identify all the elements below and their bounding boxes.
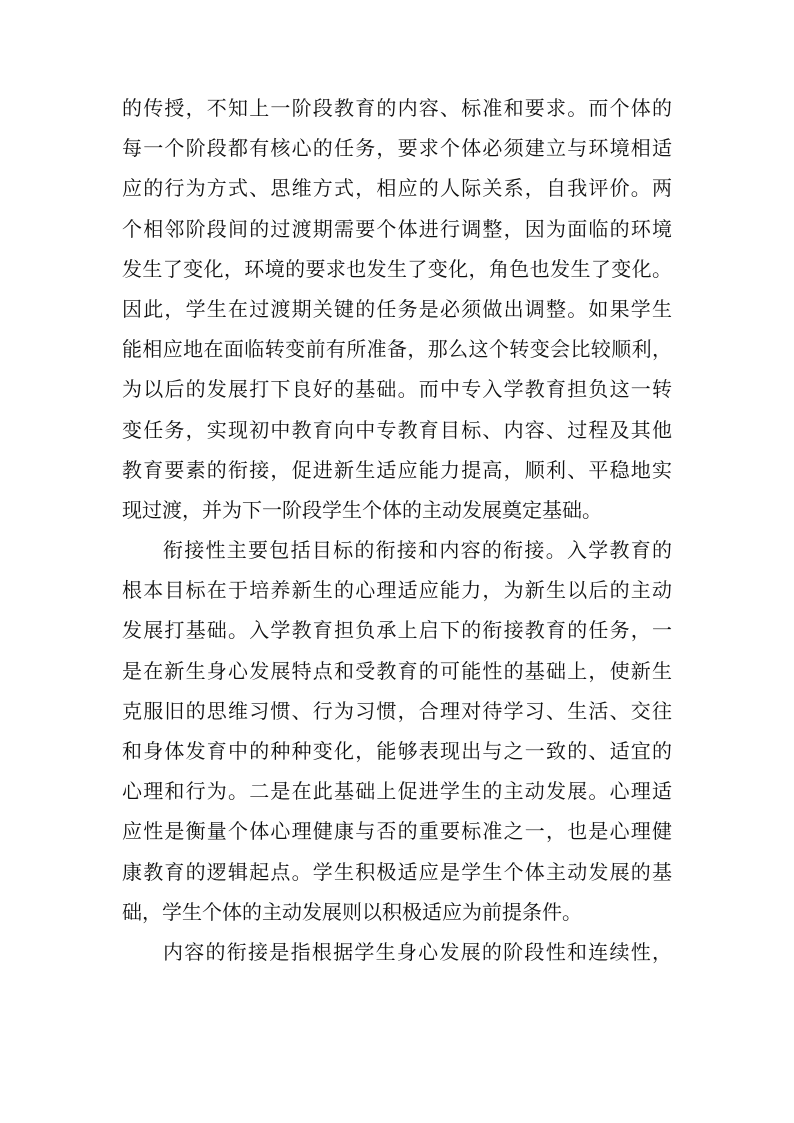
paragraph-line: 发生了变化，环境的要求也发生了变化，角色也发生了变化。: [122, 256, 672, 281]
paragraph-line: 应性是衡量个体心理健康与否的重要标准之一，也是心理健: [122, 819, 672, 844]
paragraph-line: 心理和行为。二是在此基础上促进学生的主动发展。心理适: [122, 779, 672, 804]
paragraph-line: 康教育的逻辑起点。学生积极适应是学生个体主动发展的基: [122, 859, 672, 884]
paragraph-line: 个相邻阶段间的过渡期需要个体进行调整，因为面临的环境: [122, 216, 672, 241]
paragraph-line: 发展打基础。入学教育担负承上启下的衔接教育的任务，一: [122, 618, 672, 643]
paragraph-line: 和身体发育中的种种变化，能够表现出与之一致的、适宜的: [122, 739, 672, 763]
paragraph-line: 现过渡，并为下一阶段学生个体的主动发展奠定基础。: [122, 497, 602, 522]
body-text: [122, 88, 672, 972]
paragraph-line: 能相应地在面临转变前有所准备，那么这个转变会比较顺利，: [122, 337, 672, 362]
paragraph-line: 变任务，实现初中教育向中专教育目标、内容、过程及其他: [122, 417, 672, 442]
paragraph-line: 础，学生个体的主动发展则以积极适应为前提条件。: [122, 899, 582, 924]
paragraph-line: 内容的衔接是指根据学生身心发展的阶段性和连续性，: [163, 939, 672, 964]
paragraph-line: 是在新生身心发展特点和受教育的可能性的基础上，使新生: [122, 658, 672, 683]
paragraph-line: 每一个阶段都有核心的任务，要求个体必须建立与环境相适: [122, 136, 672, 161]
paragraph-line: 克服旧的思维习惯、行为习惯，合理对待学习、生活、交往: [122, 698, 672, 723]
paragraph-line: 教育要素的衔接，促进新生适应能力提高，顺利、平稳地实: [122, 457, 672, 482]
paragraph-line: 根本目标在于培养新生的心理适应能力，为新生以后的主动: [122, 578, 672, 603]
paragraph-line: 为以后的发展打下良好的基础。而中专入学教育担负这一转: [122, 377, 672, 402]
paragraph-line: 因此，学生在过渡期关键的任务是必须做出调整。如果学生: [122, 296, 672, 321]
paragraph-line: 的传授，不知上一阶段教育的内容、标准和要求。而个体的: [122, 96, 672, 120]
paragraph-line: 衔接性主要包括目标的衔接和内容的衔接。入学教育的: [163, 538, 672, 563]
paragraph-line: 应的行为方式、思维方式，相应的人际关系，自我评价。两: [122, 176, 672, 201]
